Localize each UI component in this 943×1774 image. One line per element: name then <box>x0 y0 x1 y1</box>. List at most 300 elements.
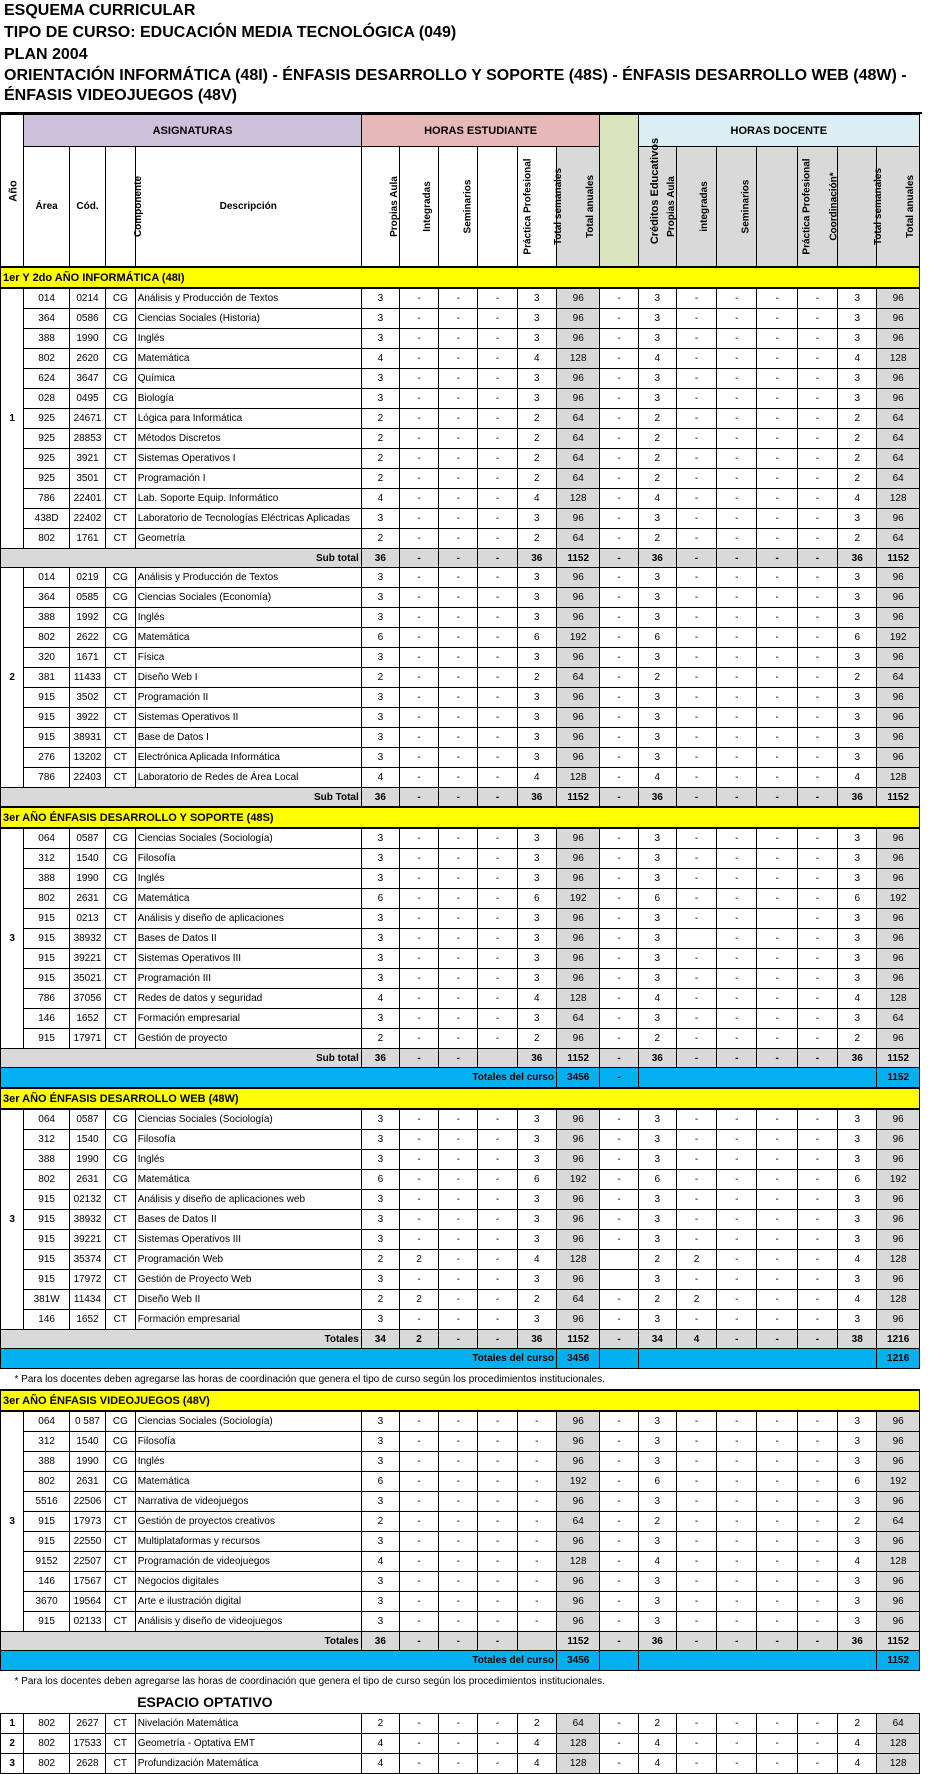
cell-propias-aula: 3 <box>361 1230 399 1250</box>
cell-area: 3670 <box>24 1592 70 1612</box>
cell-doc-seminarios: - <box>717 1714 757 1734</box>
cell-propias-aula: 6 <box>361 1472 399 1492</box>
cell-doc-propias-aula: 3 <box>638 869 676 889</box>
cell-doc-propias-aula: 3 <box>638 828 676 849</box>
cell-total-semanales: 3 <box>517 1230 556 1250</box>
cell-coordinacion: - <box>797 608 837 628</box>
col-header-coordinacion: Coordinación* <box>797 147 837 268</box>
cell-propias-aula: 3 <box>361 648 399 668</box>
cell-integradas: - <box>399 668 438 688</box>
col-header-seminarios: Seminarios <box>439 147 478 268</box>
cell-practica: - <box>478 929 517 949</box>
cell-doc-practica: - <box>757 1130 797 1150</box>
cell-area: 146 <box>24 1572 70 1592</box>
course-totals-row <box>1 1349 920 1369</box>
cell-coordinacion: - <box>797 1734 837 1754</box>
cell-cod: 02133 <box>69 1612 105 1632</box>
cell-descripcion: Base de Datos I <box>135 728 361 748</box>
optional-row <box>1 1714 920 1734</box>
cell-doc-practica: - <box>757 949 797 969</box>
cell-area: 312 <box>24 1432 70 1452</box>
cell-doc-total-semanales: 6 <box>838 889 877 909</box>
cell-total-anuales: 96 <box>556 1270 600 1290</box>
cell-doc-practica: - <box>757 1552 797 1572</box>
table-header-groups <box>1 115 920 147</box>
cell-seminarios: - <box>439 1512 478 1532</box>
cell-descripcion: Gestión de proyecto <box>135 1029 361 1049</box>
cell-coordinacion: - <box>797 909 837 929</box>
cell-integradas: - <box>399 1512 438 1532</box>
cell-total-anuales: 96 <box>556 1592 600 1612</box>
subtotal-value: 36 <box>638 1049 676 1068</box>
cell-doc-seminarios: - <box>717 429 757 449</box>
cell-total-semanales: 3 <box>517 969 556 989</box>
cell-descripcion: Física <box>135 648 361 668</box>
cell-doc-integradas: - <box>676 768 716 788</box>
cell-integradas: - <box>399 489 438 509</box>
cell-area: 915 <box>24 1532 70 1552</box>
cell-total-semanales: 3 <box>517 1310 556 1330</box>
cell-doc-integradas: - <box>676 1472 716 1492</box>
subtotal-value: 1152 <box>556 1632 600 1651</box>
subtotal-row <box>1 549 920 568</box>
cell-doc-integradas: - <box>676 828 716 849</box>
table-row <box>1 529 920 549</box>
cell-doc-propias-aula: 3 <box>638 1210 676 1230</box>
subtotal-value: - <box>478 1330 517 1349</box>
cell-cod: 0213 <box>69 909 105 929</box>
cell-total-anuales: 96 <box>556 1612 600 1632</box>
cell-cod: 3921 <box>69 449 105 469</box>
cell-doc-practica: - <box>757 929 797 949</box>
cell-doc-total-anuales: 64 <box>877 449 920 469</box>
col-header-anio: Año <box>1 115 24 268</box>
cell-doc-integradas: - <box>676 369 716 389</box>
cell-total-semanales: 3 <box>517 929 556 949</box>
cell-propias-aula: 6 <box>361 889 399 909</box>
cell-practica: - <box>478 648 517 668</box>
cell-integradas: - <box>399 989 438 1009</box>
cell-doc-total-semanales: 3 <box>838 288 877 309</box>
cell-doc-seminarios: - <box>717 1734 757 1754</box>
table-row <box>1 1230 920 1250</box>
cell-doc-practica: - <box>757 529 797 549</box>
cell-practica: - <box>478 369 517 389</box>
cell-descripcion: Programación I <box>135 469 361 489</box>
cell-integradas: - <box>399 1029 438 1049</box>
cell-area: 364 <box>24 309 70 329</box>
cell-integradas: - <box>399 1130 438 1150</box>
cell-coordinacion: - <box>797 409 837 429</box>
cell-creditos: - <box>600 529 638 549</box>
cell-area: 014 <box>24 568 70 588</box>
cell-coordinacion: - <box>797 1310 837 1330</box>
cell-seminarios: - <box>439 849 478 869</box>
table-row <box>1 349 920 369</box>
cell-componente: CG <box>106 889 136 909</box>
cell-propias-aula: 3 <box>361 1432 399 1452</box>
cell-coordinacion: - <box>797 588 837 608</box>
cell-descripcion: Filosofía <box>135 1130 361 1150</box>
cell-total-semanales: 3 <box>517 688 556 708</box>
cell-descripcion: Sistemas Operativos I <box>135 449 361 469</box>
cell-propias-aula: 3 <box>361 369 399 389</box>
cell-doc-total-semanales: 3 <box>838 1270 877 1290</box>
cell-descripcion: Redes de datos y seguridad <box>135 989 361 1009</box>
cell-area: 388 <box>24 869 70 889</box>
cell-componente: CT <box>106 1552 136 1572</box>
cell-coordinacion: - <box>797 469 837 489</box>
cell-creditos: - <box>600 1150 638 1170</box>
cell-total-anuales: 96 <box>556 1452 600 1472</box>
subtotal-value: 36 <box>838 549 877 568</box>
cell-doc-practica: - <box>757 288 797 309</box>
cell-descripcion: Nivelación Matemática <box>135 1714 361 1734</box>
header-title: ESQUEMA CURRICULAR <box>4 2 196 19</box>
cell-coordinacion: - <box>797 1250 837 1270</box>
cell-doc-propias-aula: 4 <box>638 489 676 509</box>
section-header <box>1 267 920 288</box>
table-row <box>1 1150 920 1170</box>
cell-doc-integradas: - <box>676 568 716 588</box>
cell-descripcion: Matemática <box>135 1472 361 1492</box>
cell-descripcion: Bases de Datos II <box>135 929 361 949</box>
cell-doc-practica: - <box>757 708 797 728</box>
cell-doc-seminarios: - <box>717 1270 757 1290</box>
cell-coordinacion: - <box>797 1109 837 1130</box>
coordination-note-row <box>1 1671 920 1692</box>
table-row <box>1 1592 920 1612</box>
cell-doc-propias-aula: 3 <box>638 909 676 929</box>
cell-seminarios: - <box>439 1612 478 1632</box>
cell-practica: - <box>478 309 517 329</box>
cell-doc-propias-aula: 3 <box>638 1572 676 1592</box>
cell-total-semanales: 3 <box>517 849 556 869</box>
cell-propias-aula: 2 <box>361 1290 399 1310</box>
cell-doc-integradas: - <box>676 1532 716 1552</box>
cell-doc-total-semanales: 3 <box>838 369 877 389</box>
cell-total-semanales: - <box>517 1472 556 1492</box>
cell-doc-integradas: - <box>676 1130 716 1150</box>
cell-doc-seminarios: - <box>717 1210 757 1230</box>
cell-cod: 39221 <box>69 1230 105 1250</box>
cell-total-anuales: 96 <box>556 949 600 969</box>
cell-cod: 1990 <box>69 1150 105 1170</box>
table-row <box>1 748 920 768</box>
cell-componente: CT <box>106 1009 136 1029</box>
cell-total-anuales: 96 <box>556 588 600 608</box>
cell-doc-total-anuales: 96 <box>877 588 920 608</box>
cell-doc-total-semanales: 3 <box>838 1150 877 1170</box>
cell-doc-practica <box>757 909 797 929</box>
cell-total-anuales: 64 <box>556 469 600 489</box>
table-row <box>1 1290 920 1310</box>
cell-doc-total-anuales: 64 <box>877 1009 920 1029</box>
cell-total-anuales: 128 <box>556 1734 600 1754</box>
cell-total-anuales: 96 <box>556 828 600 849</box>
cell-area: 014 <box>24 288 70 309</box>
cell-cod: 11433 <box>69 668 105 688</box>
cell-doc-total-semanales: 3 <box>838 1109 877 1130</box>
cell-seminarios: - <box>439 1230 478 1250</box>
cell-descripcion: Inglés <box>135 1150 361 1170</box>
cell-seminarios: - <box>439 768 478 788</box>
table-row <box>1 1210 920 1230</box>
subtotal-value: 36 <box>361 549 399 568</box>
cell-cod: 35021 <box>69 969 105 989</box>
cell-practica: - <box>478 288 517 309</box>
cell-doc-seminarios: - <box>717 1612 757 1632</box>
cell-componente: CG <box>106 588 136 608</box>
cell-cod: 1540 <box>69 849 105 869</box>
cell-doc-propias-aula: 3 <box>638 1432 676 1452</box>
subtotal-label: Totales <box>1 1330 362 1349</box>
subtotal-value: - <box>676 1049 716 1068</box>
cell-doc-practica: - <box>757 1411 797 1432</box>
cell-doc-practica: - <box>757 568 797 588</box>
cell-doc-seminarios: - <box>717 449 757 469</box>
cell-doc-integradas: - <box>676 909 716 929</box>
cell-area: 802 <box>24 349 70 369</box>
cell-seminarios: - <box>439 909 478 929</box>
cell-practica: - <box>478 849 517 869</box>
cell-doc-integradas: - <box>676 1029 716 1049</box>
cell-descripcion: Sistemas Operativos III <box>135 949 361 969</box>
cell-creditos: - <box>600 409 638 429</box>
cell-doc-integradas: - <box>676 1009 716 1029</box>
cell-doc-practica: - <box>757 688 797 708</box>
cell-doc-integradas: - <box>676 329 716 349</box>
cell-doc-seminarios: - <box>717 1552 757 1572</box>
cell-doc-practica: - <box>757 1572 797 1592</box>
cell-doc-total-anuales: 96 <box>877 509 920 529</box>
cell-descripcion: Gestión de proyectos creativos <box>135 1512 361 1532</box>
cell-creditos: - <box>600 1472 638 1492</box>
cell-integradas: - <box>399 748 438 768</box>
cell-integradas: - <box>399 869 438 889</box>
cell-componente: CT <box>106 688 136 708</box>
cell-propias-aula: 4 <box>361 489 399 509</box>
cell-doc-practica: - <box>757 369 797 389</box>
cell-area: 915 <box>24 1612 70 1632</box>
subtotal-value: - <box>600 1330 638 1349</box>
table-row <box>1 1130 920 1150</box>
cell-doc-total-semanales: 3 <box>838 1612 877 1632</box>
col-header-descripcion: Descripción <box>135 147 361 268</box>
cell-doc-integradas: - <box>676 849 716 869</box>
cell-practica: - <box>478 1230 517 1250</box>
cell-creditos <box>600 1250 638 1270</box>
coordination-note-row <box>1 1369 920 1391</box>
cell-doc-total-anuales: 96 <box>877 389 920 409</box>
cell-seminarios: - <box>439 869 478 889</box>
cell-integradas: - <box>399 608 438 628</box>
cell-coordinacion: - <box>797 1612 837 1632</box>
cell-doc-propias-aula: 3 <box>638 1009 676 1029</box>
cell-doc-total-anuales: 96 <box>877 1432 920 1452</box>
subtotal-value: 36 <box>638 549 676 568</box>
subtotal-value: 1152 <box>877 1632 920 1651</box>
cell-descripcion: Geometría - Optativa EMT <box>135 1734 361 1754</box>
cell-integradas: - <box>399 288 438 309</box>
cell-descripcion: Ciencias Sociales (Sociología) <box>135 1411 361 1432</box>
cell-doc-seminarios: - <box>717 1230 757 1250</box>
cell-doc-total-semanales: 6 <box>838 1170 877 1190</box>
cell-area: 312 <box>24 1130 70 1150</box>
cell-creditos: - <box>600 869 638 889</box>
cell-doc-seminarios: - <box>717 708 757 728</box>
cell-doc-propias-aula: 2 <box>638 1029 676 1049</box>
cell-coordinacion: - <box>797 1130 837 1150</box>
cell-componente: CT <box>106 1190 136 1210</box>
cell-seminarios: - <box>439 929 478 949</box>
cell-doc-integradas: - <box>676 969 716 989</box>
cell-doc-seminarios: - <box>717 728 757 748</box>
subtotal-value: 36 <box>361 1632 399 1651</box>
cell-seminarios: - <box>439 449 478 469</box>
cell-area: 388 <box>24 329 70 349</box>
cell-seminarios: - <box>439 628 478 648</box>
cell-doc-total-semanales: 2 <box>838 1714 877 1734</box>
cell-cod: 1540 <box>69 1130 105 1150</box>
cell-doc-seminarios: - <box>717 1512 757 1532</box>
cell-componente: CT <box>106 1270 136 1290</box>
cell-integradas: - <box>399 1190 438 1210</box>
cell-doc-integradas: - <box>676 708 716 728</box>
cell-componente: CG <box>106 369 136 389</box>
cell-doc-integradas <box>676 929 716 949</box>
cell-doc-total-anuales: 96 <box>877 1411 920 1432</box>
cell-doc-seminarios: - <box>717 369 757 389</box>
cell-doc-propias-aula: 3 <box>638 389 676 409</box>
cell-doc-integradas: - <box>676 1734 716 1754</box>
cell-doc-practica: - <box>757 1532 797 1552</box>
cell-doc-propias-aula: 3 <box>638 369 676 389</box>
cell-doc-practica: - <box>757 989 797 1009</box>
cell-area: 925 <box>24 409 70 429</box>
cell-doc-seminarios: - <box>717 929 757 949</box>
cell-total-anuales: 128 <box>556 989 600 1009</box>
cell-descripcion: Laboratorio de Tecnologías Eléctricas Aplicadas <box>135 509 361 529</box>
cell-total-anuales: 64 <box>556 449 600 469</box>
cell-integradas: - <box>399 1270 438 1290</box>
cell-doc-propias-aula: 6 <box>638 889 676 909</box>
cell-integradas: - <box>399 728 438 748</box>
cell-propias-aula: 3 <box>361 1310 399 1330</box>
optional-title-spacer <box>1 1691 136 1714</box>
table-row <box>1 1190 920 1210</box>
cell-practica: - <box>478 1512 517 1532</box>
cell-propias-aula: 2 <box>361 1250 399 1270</box>
cell-practica: - <box>478 828 517 849</box>
cell-cod: 13202 <box>69 748 105 768</box>
cell-total-semanales: - <box>517 1572 556 1592</box>
cell-total-semanales: 3 <box>517 1270 556 1290</box>
cell-seminarios: - <box>439 1432 478 1452</box>
cell-area: 028 <box>24 389 70 409</box>
cell-componente: CT <box>106 1714 136 1734</box>
cell-area: 915 <box>24 728 70 748</box>
table-row <box>1 309 920 329</box>
cell-doc-practica: - <box>757 628 797 648</box>
cell-practica: - <box>478 349 517 369</box>
cell-coordinacion: - <box>797 329 837 349</box>
cell-doc-integradas: - <box>676 489 716 509</box>
cell-creditos: - <box>600 288 638 309</box>
cell-seminarios: - <box>439 1210 478 1230</box>
cell-propias-aula: 3 <box>361 1270 399 1290</box>
cell-doc-seminarios: - <box>717 329 757 349</box>
cell-practica: - <box>478 509 517 529</box>
cell-doc-practica: - <box>757 588 797 608</box>
cell-doc-practica: - <box>757 1310 797 1330</box>
table-row <box>1 429 920 449</box>
cell-seminarios: - <box>439 469 478 489</box>
cell-doc-total-anuales: 64 <box>877 1512 920 1532</box>
cell-seminarios: - <box>439 568 478 588</box>
cell-total-semanales: 4 <box>517 489 556 509</box>
table-row <box>1 1411 920 1432</box>
subtotal-value: 34 <box>361 1330 399 1349</box>
cell-integradas: - <box>399 588 438 608</box>
cell-total-semanales: 3 <box>517 869 556 889</box>
cell-total-anuales: 192 <box>556 1472 600 1492</box>
cell-total-anuales: 96 <box>556 1572 600 1592</box>
header-plan: PLAN 2004 <box>4 46 88 63</box>
cell-total-anuales: 96 <box>556 728 600 748</box>
cell-doc-total-semanales: 4 <box>838 768 877 788</box>
cell-componente: CG <box>106 1130 136 1150</box>
cell-componente: CT <box>106 1512 136 1532</box>
cell-integradas: - <box>399 929 438 949</box>
table-row <box>1 1109 920 1130</box>
subtotal-value <box>517 1632 556 1651</box>
table-row <box>1 849 920 869</box>
cell-doc-propias-aula: 3 <box>638 1109 676 1130</box>
cell-total-anuales: 96 <box>556 1029 600 1049</box>
cell-doc-total-anuales: 96 <box>877 1190 920 1210</box>
cell-area: 915 <box>24 949 70 969</box>
cell-total-semanales: 3 <box>517 1009 556 1029</box>
cell-practica: - <box>478 1210 517 1230</box>
cell-doc-integradas: - <box>676 1432 716 1452</box>
cell-doc-total-anuales: 96 <box>877 568 920 588</box>
cell-seminarios: - <box>439 409 478 429</box>
cell-coordinacion: - <box>797 429 837 449</box>
subtotal-row <box>1 1049 920 1068</box>
cell-total-anuales: 96 <box>556 1411 600 1432</box>
cell-cod: 17972 <box>69 1270 105 1290</box>
cell-practica: - <box>478 889 517 909</box>
cell-creditos: - <box>600 688 638 708</box>
cell-area: 786 <box>24 989 70 1009</box>
coordination-note: * Para los docentes deben agregarse las horas de coordinación que genera el tipo de curso según los procedimientos institucionales. <box>14 1675 605 1687</box>
course-totals-student: 3456 <box>556 1349 600 1369</box>
subtotal-value: - <box>757 1632 797 1651</box>
cell-doc-total-semanales: 4 <box>838 989 877 1009</box>
cell-total-semanales: 3 <box>517 568 556 588</box>
cell-descripcion: Análisis y diseño de videojuegos <box>135 1612 361 1632</box>
cell-componente: CT <box>106 529 136 549</box>
cell-doc-total-semanales: 4 <box>838 1734 877 1754</box>
cell-componente: CT <box>106 949 136 969</box>
section-header <box>1 807 920 828</box>
curriculum-table <box>0 114 920 1774</box>
cell-propias-aula: 2 <box>361 668 399 688</box>
cell-seminarios: - <box>439 1452 478 1472</box>
cell-propias-aula: 3 <box>361 708 399 728</box>
cell-descripcion: Ciencias Sociales (Historia) <box>135 309 361 329</box>
